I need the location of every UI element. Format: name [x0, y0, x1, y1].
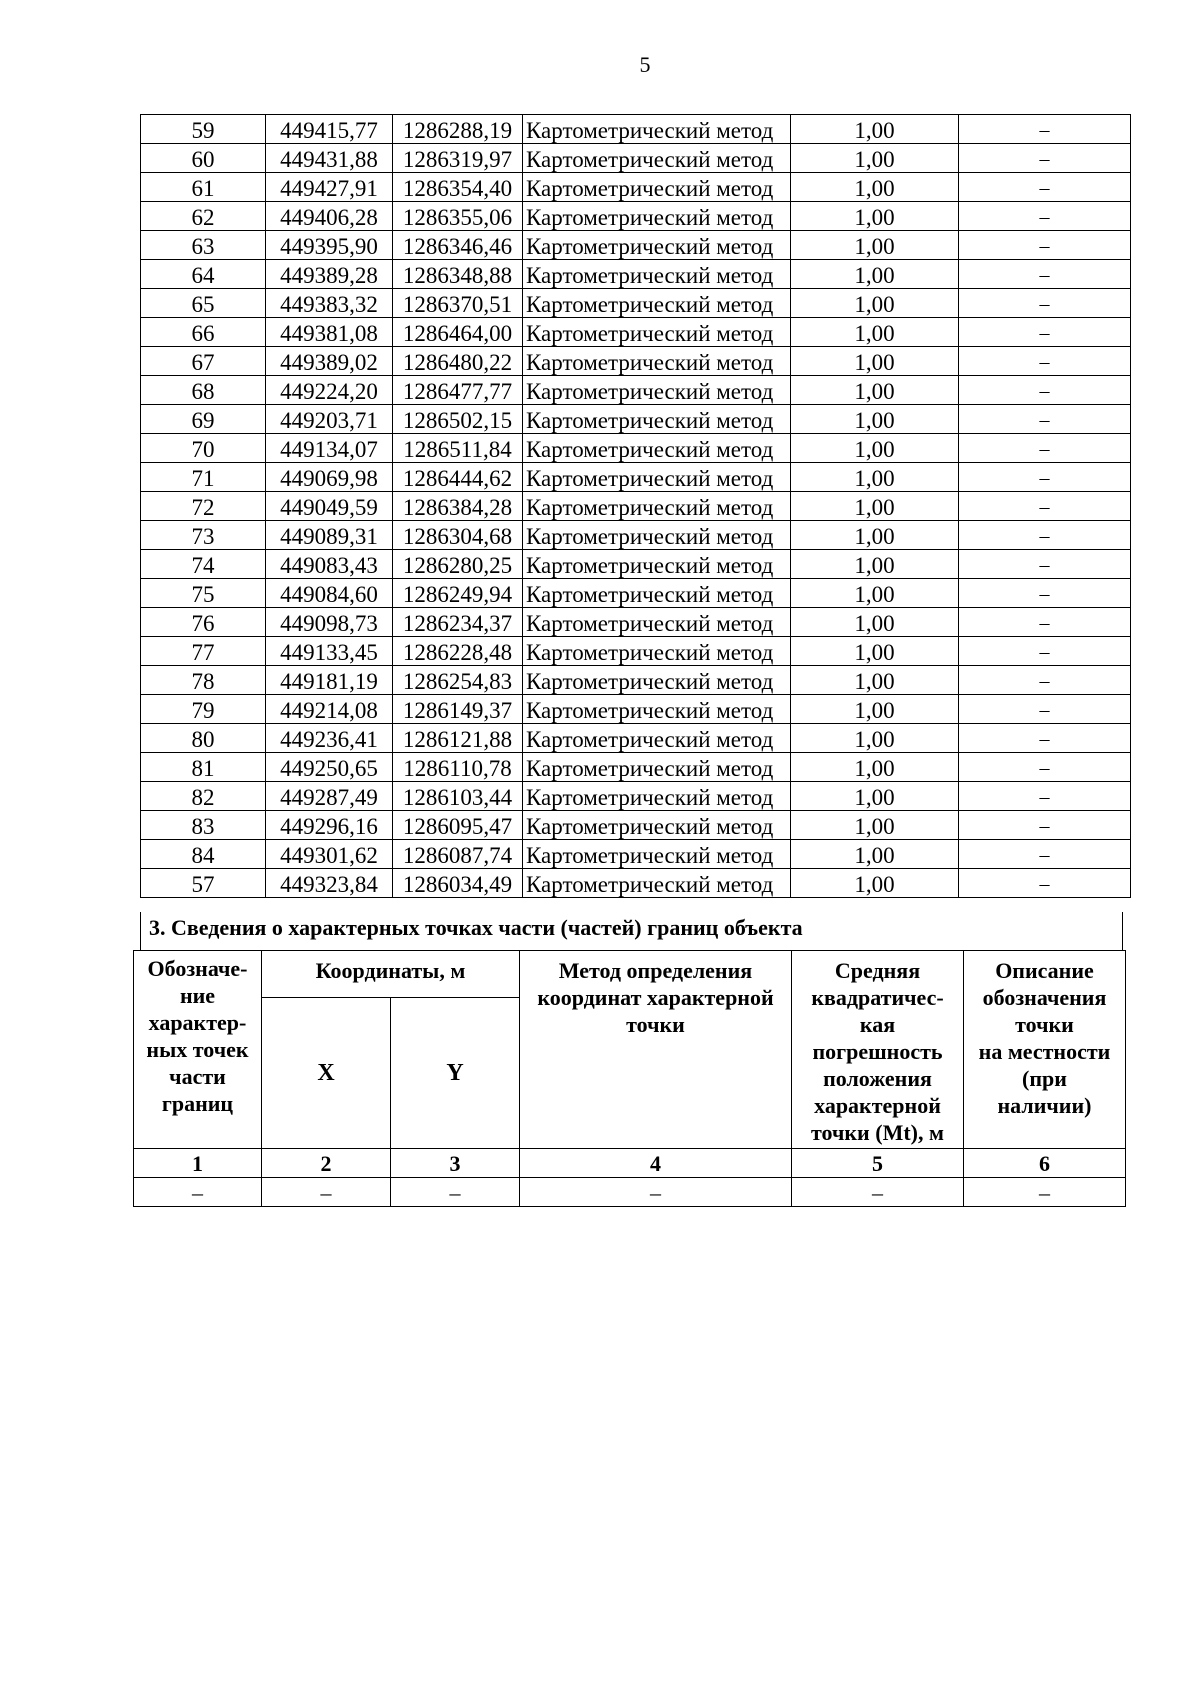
mean-error-cell: 1,00 — [791, 608, 959, 637]
coordinate-x-cell: 449383,32 — [266, 289, 393, 318]
description-cell: – — [959, 579, 1131, 608]
coordinate-y-cell: 1286464,00 — [393, 318, 523, 347]
column-number-cell: 6 — [964, 1149, 1126, 1178]
method-cell: Картометрический метод — [523, 202, 791, 231]
points-table-body — [141, 115, 1131, 898]
mean-error-cell: 1,00 — [791, 811, 959, 840]
method-cell: Картометрический метод — [523, 782, 791, 811]
method-cell: Картометрический метод — [523, 434, 791, 463]
method-cell: Картометрический метод — [523, 695, 791, 724]
coordinate-y-cell: 1286354,40 — [393, 173, 523, 202]
point-id-cell: 83 — [141, 811, 266, 840]
mean-error-cell: 1,00 — [791, 115, 959, 144]
coordinate-x-cell: 449323,84 — [266, 869, 393, 898]
description-cell: – — [959, 202, 1131, 231]
method-cell: Картометрический метод — [523, 637, 791, 666]
mean-error-cell: 1,00 — [791, 782, 959, 811]
table-row — [141, 782, 1131, 811]
coordinate-x-cell: 449250,65 — [266, 753, 393, 782]
coordinate-x-cell: 449203,71 — [266, 405, 393, 434]
empty-cell: – — [134, 1178, 262, 1207]
table-row — [141, 579, 1131, 608]
coordinate-y-cell: 1286103,44 — [393, 782, 523, 811]
coordinate-y-cell: 1286288,19 — [393, 115, 523, 144]
coordinate-x-cell: 449389,28 — [266, 260, 393, 289]
coordinate-x-cell: 449049,59 — [266, 492, 393, 521]
column-number-cell: 3 — [391, 1149, 520, 1178]
header-designation: Обозначе- ние характер- ных точек части границ — [134, 951, 262, 1149]
mean-error-cell: 1,00 — [791, 463, 959, 492]
mean-error-cell: 1,00 — [791, 579, 959, 608]
table-row — [141, 144, 1131, 173]
column-numbers-row — [134, 1149, 1126, 1178]
description-cell: – — [959, 869, 1131, 898]
table-row — [141, 376, 1131, 405]
coordinate-y-cell: 1286087,74 — [393, 840, 523, 869]
coordinate-y-cell: 1286384,28 — [393, 492, 523, 521]
coordinate-x-cell: 449134,07 — [266, 434, 393, 463]
empty-data-row — [134, 1178, 1126, 1207]
mean-error-cell: 1,00 — [791, 376, 959, 405]
table-row — [141, 289, 1131, 318]
point-id-cell: 64 — [141, 260, 266, 289]
table-row — [141, 492, 1131, 521]
column-number-cell: 1 — [134, 1149, 262, 1178]
point-id-cell: 79 — [141, 695, 266, 724]
method-cell: Картометрический метод — [523, 724, 791, 753]
coordinate-y-cell: 1286149,37 — [393, 695, 523, 724]
description-cell: – — [959, 318, 1131, 347]
header-y: Y — [391, 998, 520, 1149]
table-row — [141, 115, 1131, 144]
table-row — [141, 405, 1131, 434]
coordinate-x-cell: 449431,88 — [266, 144, 393, 173]
method-cell: Картометрический метод — [523, 463, 791, 492]
table-row — [141, 521, 1131, 550]
method-cell: Картометрический метод — [523, 376, 791, 405]
coordinate-x-cell: 449236,41 — [266, 724, 393, 753]
table-row — [141, 202, 1131, 231]
points-table — [140, 114, 1131, 898]
method-cell: Картометрический метод — [523, 869, 791, 898]
table-row — [141, 347, 1131, 376]
point-id-cell: 78 — [141, 666, 266, 695]
method-cell: Картометрический метод — [523, 753, 791, 782]
point-id-cell: 81 — [141, 753, 266, 782]
empty-cell: – — [792, 1178, 964, 1207]
coordinate-y-cell: 1286346,46 — [393, 231, 523, 260]
part-boundary-points-table — [133, 950, 1126, 1207]
coordinate-y-cell: 1286502,15 — [393, 405, 523, 434]
table-row — [141, 260, 1131, 289]
coordinate-x-cell: 449133,45 — [266, 637, 393, 666]
table-row — [141, 840, 1131, 869]
coordinate-x-cell: 449406,28 — [266, 202, 393, 231]
point-id-cell: 72 — [141, 492, 266, 521]
method-cell: Картометрический метод — [523, 666, 791, 695]
coordinate-x-cell: 449301,62 — [266, 840, 393, 869]
point-id-cell: 62 — [141, 202, 266, 231]
coordinate-x-cell: 449084,60 — [266, 579, 393, 608]
description-cell: – — [959, 173, 1131, 202]
description-cell: – — [959, 463, 1131, 492]
point-id-cell: 66 — [141, 318, 266, 347]
page-number: 5 — [639, 52, 651, 77]
point-id-cell: 57 — [141, 869, 266, 898]
method-cell: Картометрический метод — [523, 347, 791, 376]
coordinate-y-cell: 1286444,62 — [393, 463, 523, 492]
coordinate-y-cell: 1286110,78 — [393, 753, 523, 782]
method-cell: Картометрический метод — [523, 492, 791, 521]
column-number-cell: 2 — [262, 1149, 391, 1178]
table-row — [141, 434, 1131, 463]
mean-error-cell: 1,00 — [791, 521, 959, 550]
description-cell: – — [959, 144, 1131, 173]
coordinate-y-cell: 1286121,88 — [393, 724, 523, 753]
description-cell: – — [959, 811, 1131, 840]
point-id-cell: 77 — [141, 637, 266, 666]
mean-error-cell: 1,00 — [791, 434, 959, 463]
mean-error-cell: 1,00 — [791, 753, 959, 782]
table-row — [141, 869, 1131, 898]
coordinate-x-cell: 449381,08 — [266, 318, 393, 347]
mean-error-cell: 1,00 — [791, 318, 959, 347]
method-cell: Картометрический метод — [523, 840, 791, 869]
coordinate-y-cell: 1286319,97 — [393, 144, 523, 173]
point-id-cell: 67 — [141, 347, 266, 376]
header-description: Описание обозначения точки на местности (при наличии) — [964, 951, 1126, 1149]
table-row — [141, 550, 1131, 579]
description-cell: – — [959, 231, 1131, 260]
mean-error-cell: 1,00 — [791, 173, 959, 202]
mean-error-cell: 1,00 — [791, 550, 959, 579]
point-id-cell: 70 — [141, 434, 266, 463]
coordinate-x-cell: 449214,08 — [266, 695, 393, 724]
column-number-cell: 5 — [792, 1149, 964, 1178]
description-cell: – — [959, 347, 1131, 376]
mean-error-cell: 1,00 — [791, 695, 959, 724]
header-coordinates: Координаты, м — [262, 951, 520, 998]
header-mean-error: Средняя квадратичес- кая погрешность положения характерной точки (Mt), м — [792, 951, 964, 1149]
point-id-cell: 75 — [141, 579, 266, 608]
table-row — [141, 637, 1131, 666]
method-cell: Картометрический метод — [523, 231, 791, 260]
mean-error-cell: 1,00 — [791, 869, 959, 898]
coordinate-y-cell: 1286095,47 — [393, 811, 523, 840]
empty-cell: – — [964, 1178, 1126, 1207]
description-cell: – — [959, 492, 1131, 521]
coordinate-x-cell: 449427,91 — [266, 173, 393, 202]
coordinate-x-cell: 449224,20 — [266, 376, 393, 405]
mean-error-cell: 1,00 — [791, 347, 959, 376]
mean-error-cell: 1,00 — [791, 289, 959, 318]
empty-cell: – — [262, 1178, 391, 1207]
table-row — [141, 231, 1131, 260]
coordinate-y-cell: 1286254,83 — [393, 666, 523, 695]
table-row — [141, 811, 1131, 840]
coordinate-y-cell: 1286304,68 — [393, 521, 523, 550]
description-cell: – — [959, 637, 1131, 666]
mean-error-cell: 1,00 — [791, 405, 959, 434]
coordinate-x-cell: 449287,49 — [266, 782, 393, 811]
method-cell: Картометрический метод — [523, 144, 791, 173]
coordinate-y-cell: 1286234,37 — [393, 608, 523, 637]
method-cell: Картометрический метод — [523, 521, 791, 550]
description-cell: – — [959, 782, 1131, 811]
method-cell: Картометрический метод — [523, 173, 791, 202]
coordinate-y-cell: 1286480,22 — [393, 347, 523, 376]
mean-error-cell: 1,00 — [791, 840, 959, 869]
point-id-cell: 80 — [141, 724, 266, 753]
point-id-cell: 71 — [141, 463, 266, 492]
point-id-cell: 69 — [141, 405, 266, 434]
description-cell: – — [959, 289, 1131, 318]
description-cell: – — [959, 753, 1131, 782]
header-method: Метод определения координат характерной точки — [520, 951, 792, 1149]
coordinate-y-cell: 1286477,77 — [393, 376, 523, 405]
coordinate-x-cell: 449296,16 — [266, 811, 393, 840]
method-cell: Картометрический метод — [523, 405, 791, 434]
mean-error-cell: 1,00 — [791, 666, 959, 695]
method-cell: Картометрический метод — [523, 318, 791, 347]
mean-error-cell: 1,00 — [791, 637, 959, 666]
method-cell: Картометрический метод — [523, 811, 791, 840]
coordinate-y-cell: 1286249,94 — [393, 579, 523, 608]
coordinate-y-cell: 1286228,48 — [393, 637, 523, 666]
description-cell: – — [959, 405, 1131, 434]
header-x: X — [262, 998, 391, 1149]
mean-error-cell: 1,00 — [791, 144, 959, 173]
table-row — [141, 753, 1131, 782]
description-cell: – — [959, 550, 1131, 579]
coordinate-x-cell: 449415,77 — [266, 115, 393, 144]
point-id-cell: 63 — [141, 231, 266, 260]
mean-error-cell: 1,00 — [791, 231, 959, 260]
description-cell: – — [959, 521, 1131, 550]
method-cell: Картометрический метод — [523, 608, 791, 637]
coordinate-y-cell: 1286355,06 — [393, 202, 523, 231]
point-id-cell: 82 — [141, 782, 266, 811]
table-row — [141, 666, 1131, 695]
description-cell: – — [959, 695, 1131, 724]
coordinate-x-cell: 449098,73 — [266, 608, 393, 637]
description-cell: – — [959, 840, 1131, 869]
point-id-cell: 61 — [141, 173, 266, 202]
method-cell: Картометрический метод — [523, 579, 791, 608]
column-number-cell: 4 — [520, 1149, 792, 1178]
description-cell: – — [959, 115, 1131, 144]
mean-error-cell: 1,00 — [791, 492, 959, 521]
point-id-cell: 60 — [141, 144, 266, 173]
table-row — [141, 173, 1131, 202]
point-id-cell: 65 — [141, 289, 266, 318]
method-cell: Картометрический метод — [523, 115, 791, 144]
point-id-cell: 76 — [141, 608, 266, 637]
coordinate-x-cell: 449181,19 — [266, 666, 393, 695]
coordinate-y-cell: 1286511,84 — [393, 434, 523, 463]
method-cell: Картометрический метод — [523, 260, 791, 289]
mean-error-cell: 1,00 — [791, 724, 959, 753]
coordinate-x-cell: 449083,43 — [266, 550, 393, 579]
empty-cell: – — [391, 1178, 520, 1207]
point-id-cell: 68 — [141, 376, 266, 405]
description-cell: – — [959, 376, 1131, 405]
coordinate-x-cell: 449089,31 — [266, 521, 393, 550]
coordinate-y-cell: 1286034,49 — [393, 869, 523, 898]
method-cell: Картометрический метод — [523, 289, 791, 318]
empty-cell: – — [520, 1178, 792, 1207]
table-row — [141, 608, 1131, 637]
mean-error-cell: 1,00 — [791, 260, 959, 289]
table-row — [141, 724, 1131, 753]
description-cell: – — [959, 434, 1131, 463]
coordinate-x-cell: 449395,90 — [266, 231, 393, 260]
coordinate-y-cell: 1286348,88 — [393, 260, 523, 289]
description-cell: – — [959, 666, 1131, 695]
mean-error-cell: 1,00 — [791, 202, 959, 231]
description-cell: – — [959, 608, 1131, 637]
method-cell: Картометрический метод — [523, 550, 791, 579]
description-cell: – — [959, 724, 1131, 753]
point-id-cell: 84 — [141, 840, 266, 869]
coordinate-x-cell: 449389,02 — [266, 347, 393, 376]
description-cell: – — [959, 260, 1131, 289]
point-id-cell: 59 — [141, 115, 266, 144]
coordinate-y-cell: 1286370,51 — [393, 289, 523, 318]
coordinate-x-cell: 449069,98 — [266, 463, 393, 492]
table-row — [141, 463, 1131, 492]
point-id-cell: 73 — [141, 521, 266, 550]
coordinate-y-cell: 1286280,25 — [393, 550, 523, 579]
point-id-cell: 74 — [141, 550, 266, 579]
section-3-title: 3. Сведения о характерных точках части (частей) границ объекта — [140, 912, 1123, 950]
table-row — [141, 318, 1131, 347]
table-row — [141, 695, 1131, 724]
